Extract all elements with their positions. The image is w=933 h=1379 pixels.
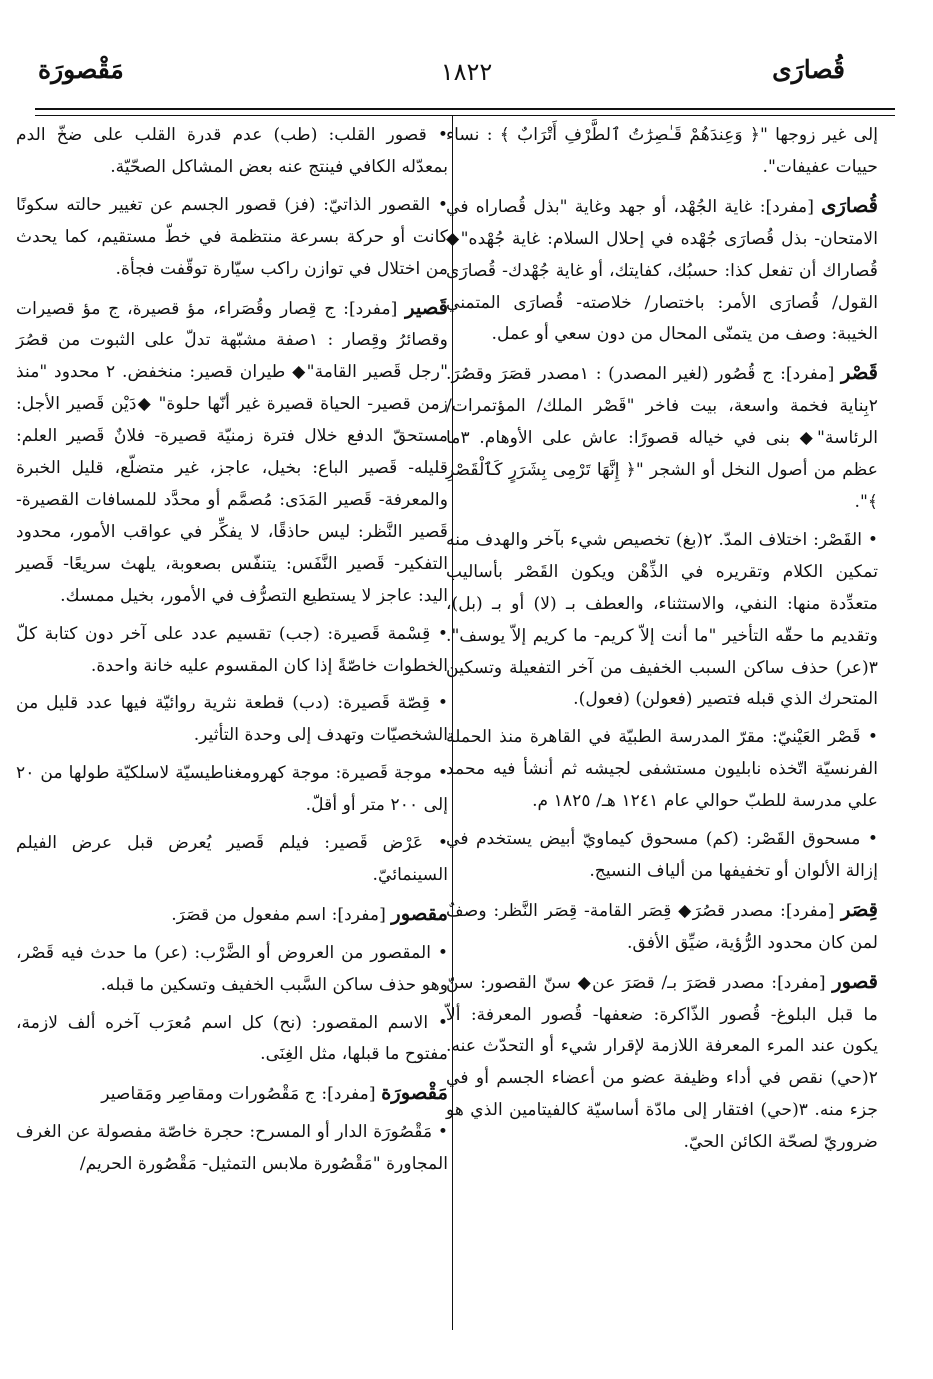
sub-entry: • قَصْر العَيْنيّ: مقرّ المدرسة الطبيّة في القاهرة منذ الحملة الفرنسيّة اتّخذه نابليون مستشفى لجيشه ثم أنشأ فيه محمد علي مدرسة للطبّ حوالي عام ١٢٤١ هـ/ ١٨٢٥ م. <box>446 727 878 812</box>
entry-qasir <box>16 292 448 613</box>
headword: قَصْر <box>841 361 878 385</box>
definition: [مفرد]: اسم مفعول من قصَرَ. <box>171 904 392 925</box>
headword: مَقْصورَة <box>381 1081 448 1105</box>
right-column <box>446 120 878 1165</box>
sub-entry: • قِصّة قَصيرة: (دب) قطعة نثرية روائيّة فيها عدد قليل من الشخصيّات وتهدف إلى وحدة التأثير. <box>16 693 448 746</box>
definition: [مفرد]: غاية الجُهْد، أو جهد وغاية "بذل قُصاراه في الامتحان- بذل قُصارَى جُهْده في إحلال السلام: غاية جُهْده"◆ قُصاراك أن تفعل كذا: حسبُك، كفايتك، أو غاية جُهْدك- قُصارَى القول/ قُصارَى الأمر: باختصار/ خلاصته- قُصارَى المتمني الخيبة: وصف من يتمنّى المحال من دون سعي أو عمل. <box>446 196 878 345</box>
entry-maqsur <box>16 898 448 932</box>
header-rule <box>35 108 895 110</box>
page-number: ١٨٢٢ <box>440 58 493 86</box>
sub-entry: • مسحوق القَصْر: (كم) مسحوق كيماويّ أبيض يستخدم في إزالة الألوان أو تخفيفها من ألياف النسيج. <box>446 829 878 881</box>
left-column <box>16 120 448 1187</box>
header-guide-word-right: قُصارَى <box>772 55 845 84</box>
definition: [مفرد]: مصدر قصُرَ◆ قِصَر القامة- قِصَر النَّظر: وصفٌ لمن كان محدود الرُّؤية، ضيِّق الأفق. <box>446 900 878 953</box>
entry-qasr <box>446 357 878 519</box>
sub-entry: • القَصْر: اختلاف المدّ. ٢(بغ) تخصيص شيء بآخر والهدف منه تمكين الكلام وتقريره في الذِّهْن ويكون القَصْر بأساليب متعدِّدة منها: النفي، والاستثناء، والعطف بـ (لا) أو بـ (بل)، وتقديم ما حقّه التأخير "ما أنت إلاّ كريم- ما كريم إلاّ يوسف". ٣(عر) حذف ساكن السبب الخفيف من آخر التفعيلة وتسكين المتحرك الذي قبله فتصير (فعولن) (فعول). <box>446 529 878 710</box>
definition: [مفرد]: ج مَقْصُورات ومقاصِر ومَقاصير <box>101 1084 382 1105</box>
definition: [مفرد]: ج قِصار وقُصَراء، مؤ قصيرة، ج مؤ قصيرات وقصائرُ وقِصار : ١صفة مشبّهة تدلّ على الثبوت من قصُرَ "رجل قَصير القامة"◆ طيران قصير: منخفض. ٢ محدود "منذ زمن قصير- الحياة قصيرة غير أنّها حلوة" ◆دَيْن قَصير الأجل: مستحقّ الدفع خلال فترة زمنيّة قصيرة- فلانٌ قَصير العلم: قليله- قَصير الباع: بخيل، عاجز، غير متضلّع، قليل الخبرة والمعرفة- قَصير المَدَى: مُصمَّم أو محدَّد للمسافات القصيرة- قَصير النَّظر: ليس حاذقًا، لا يفكِّر في عواقب الأمور، محدود التفكير- قَصير النَّفَس: يتنفّس بصعوبة، يلهث سريعًا- قَصير اليد: عاجز لا يستطيع التصرُّف في الأمور، بخيل ممسك. <box>16 298 449 606</box>
header-guide-word-left: مَقْصورَة <box>38 55 124 84</box>
sub-entry: • القصور الذاتيّ: (فز) قصور الجسم عن تغيير حالته سكونًا كانت أو حركة بسرعة منتظمة في خطّ مستقيم، كما يحدث من اختلال في توازن راكب سيّارة توقّفت فجأة. <box>16 194 448 279</box>
entry-qusara <box>446 190 878 352</box>
sub-entry: • عَرْض قَصير: فيلم قَصير يُعرض قبل عرض الفيلم السينمائيّ. <box>16 833 448 885</box>
entry-maqsura <box>16 1077 448 1111</box>
headword: قِصَر <box>841 897 878 921</box>
entry-qusur <box>446 966 878 1159</box>
entry-qisar <box>446 894 878 960</box>
sub-entry: • الاسم المقصور: (نح) كل اسم مُعرَب آخره ألف لازمة، مفتوح ما قبلها، مثل الغِنَى. <box>16 1012 448 1065</box>
sub-entry: • المقصور من العروض أو الضَّرْب: (عر) ما حدث فيه قَصْر، وهو حذف ساكن السَّبب الخفيف وتسكين ما قبله. <box>16 942 448 995</box>
definition: [مفرد]: ج قُصُور (لغير المصدر) : ١مصدر قصَرَ وقصُرَ. ٢بِناية فخمة واسعة، بيت فاخر "قَصْر الملك/ المؤتمرات/ الرئاسة"◆ بنى في خياله قصورًا: عاش على الأوهام. ٣ما عظم من أصول النخل أو الشجر "﴿ إِنَّهَا تَرْمِى بِشَرَرٍ كَٱلْقَصْرِ ﴾". <box>446 364 878 512</box>
sub-entry: • موجة قَصيرة: موجة كهرومغناطيسيّة لاسلكيّة طولها من ٢٠ إلى ٢٠٠ متر أو أقلّ. <box>16 763 448 816</box>
headword: مقصور <box>391 901 448 925</box>
headword: قصور <box>832 969 878 993</box>
entry-continuation: إلى غير زوجها "﴿ وَعِندَهُمْ قَـٰصِرَٰتُ ٱلطَّرْفِ أَتْرَابٌ ﴾ : نساء حييات عفيفات". <box>446 125 878 177</box>
sub-entry: • قصور القلب: (طب) عدم قدرة القلب على ضخّ الدم بمعدّله الكافي فينتج عنه بعض المشاكل الصحّيّة. <box>16 125 448 177</box>
definition: [مفرد]: مصدر قصَرَ بـ/ قصَرَ عن◆ سنّ القصور: سنّ ما قبل البلوغ- قُصور الذّاكرة: ضعفها- قُصور المعرفة: ألاّ يكون عند المرء المعرفة اللازمة لإقرار شيء أو التحدّث عنه. ٢(حي) نقص في أداء وظيفة عضو من أعضاء الجسم أو في جزء منه. ٣(حي) افتقار إلى مادّة أساسيّة كالفيتامين الذي هو ضروريّ لصحّة الكائن الحيّ. <box>446 972 878 1153</box>
headword: قَصير <box>405 295 448 319</box>
sub-entry: • مَقْصُورَة الدار أو المسرح: حجرة خاصّة مفصولة عن الغرف المجاورة "مَقْصُورة ملابس التمثيل- مَقْصُورة الحريم/ <box>16 1122 448 1175</box>
sub-entry: • قِسْمة قَصيرة: (جب) تقسيم عدد على آخر دون كتابة كلّ الخطوات خاصّةً إذا كان المقسوم عليه خانة واحدة. <box>16 623 448 676</box>
header-rule-thin <box>35 115 895 116</box>
headword: قُصارَى <box>821 193 878 217</box>
